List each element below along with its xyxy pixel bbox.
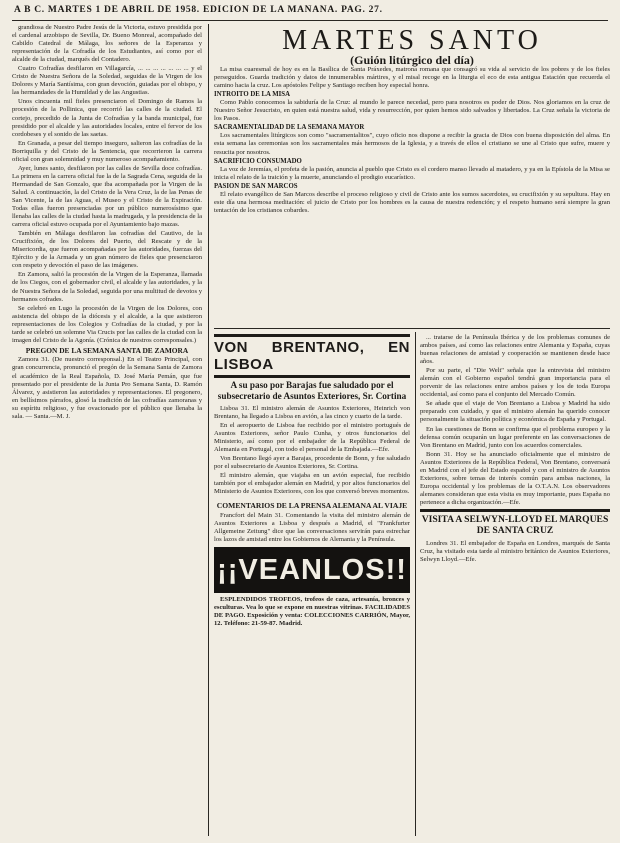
visit-top-bar: [420, 509, 610, 512]
press-commentary-body: [214, 512, 410, 544]
right-column: [420, 334, 610, 836]
column-divider-left: [208, 24, 209, 836]
left-paragraph: Unos cincuenta mil fieles presenciaron el Domingo de Ramos la procesión de la Pollinica, que recorrió las calles de la ciudad. El cortejo, precedido de la Junta de Cofradías y la banda municipal, fue presidido por el alcalde y las autoridades locales, entre el fervor de los cordobeses y el sonido de las saetas.: [12, 98, 202, 138]
ad-banner: ¡¡VEANLOS!!: [214, 547, 410, 593]
von-brentano-column: [214, 332, 410, 836]
header-rule: [12, 20, 608, 21]
liturgy-section-text: El relato evangélico de San Marcos describe el proceso religioso y civil de Cristo ante los sumos sacerdotes, su crucifixión y su sepultura. Hay en este día una hermosa meditación: el juicio de Cristo por los hombres es la causa de nuestra redención; y el respeto humano será siempre la gran tentación de los cristianos cobardes.: [214, 190, 610, 214]
von-brentano-paragraph: Von Brentano llegó ayer a Barajas, procedente de Bonn, y fue saludado por el subsecretario de Asuntos Exteriores, Sr. Cortina.: [214, 455, 410, 471]
left-column: [12, 24, 202, 836]
right-paragraph: Por su parte, el "Die Welt" señala que la entrevista del ministro alemán con el Gobierno español tendrá gran importancia para el porvenir de las relaciones entre ambos países y los de toda Europa occidental, así como para el conjunto del Mercado Común.: [420, 367, 610, 399]
left-intro: [12, 24, 202, 164]
von-brentano-mid-bar: [214, 375, 410, 378]
left-paragraph: Cuatro Cofradías desfilaron en Villagarcía, ... ... ... ... ... ... ... y el Cristo de Nuestra Señora de la Soledad, seguidas de la Virgen de los Dolores y María Santísima, con gran devoción, guiadas por el obispo, y las hermandades de la Humildad y de las Angustias.: [12, 65, 202, 97]
von-brentano-paragraph: En el aeropuerto de Lisboa fue recibido por el ministro portugués de Asuntos Exteriores, señor Paulo Cunha, y otros funcionarios del Ministerio, así como por el embajador de la República Federal de Alemania en Portugal, con todo el personal de la Embajada.—Efe.: [214, 422, 410, 454]
right-paragraph: ... tratarse de la Península Ibérica y de los problemas comunes de ambos países, así como las relaciones entre Alemania y España, cuyas buenas relaciones de amistad y cooperación se mantienen desde hace años.: [420, 334, 610, 366]
von-brentano-top-bar: [214, 334, 410, 337]
martes-santo-title: MARTES SANTO: [282, 26, 542, 56]
liturgy-section-text: Los sacramentales litúrgicos son como "sacramentalitos", cuyo oficio nos dispone a recibir la gracia de Dios con buena disposición del alma. En esta semana las ceremonias son los sacramentales más hermosos de la Iglesia, y a través de ellos el cristiano se une al Cristo que sufre, muere y resucita por nosotros.: [214, 132, 610, 156]
left-mid: [12, 165, 202, 345]
left-paragraph: Se celebró en Lugo la procesión de la Virgen de los Dolores, con asistencia del obispo de la diócesis y el alcalde, a la que asistieron representaciones de los Colegios y Cofradías de la ciudad, y por la tarde se celebró un solemne Via Crucis por las calles de la ciudad con la imagen del Cristo de la Agonía. (Crónica de nuestros corresponsales.): [12, 304, 202, 344]
liturgy-section-text: Como Pablo conocemos la sabiduría de la Cruz: al mundo le parece necedad, pero para nosotros es poder de Dios. Nos gloriamos en la cruz de Nuestro Señor Jesucristo, en quien está nuestra salud, vida y resurrección, por quien hemos sido salvados y libertados. La Cruz señala la victoria de los Pasos.: [214, 99, 610, 123]
martes-santo-intro: La misa cuaresmal de hoy es en la Basílica de Santa Práxedes, matrona romana que consagró su vida al servicio de los pobres y de los fieles perseguidos. Guarda tradición y datos de innumerables mártires, y el misal recoge en la liturgia el eco de esta antigua Estación que recuerda el camino hacia la cruz. Los apóstoles Felipe y Santiago reciben hoy especial honra.: [214, 66, 610, 90]
von-brentano-paragraph: El ministro alemán, que viajaba en un avión especial, fue recibido también por el embajador alemán en Madrid, y por altos funcionarios del Ministerio de Asuntos Exteriores, con los que conversó breves momentos.: [214, 472, 410, 496]
column-divider-right: [415, 332, 416, 836]
left-paragraph: En Zamora, salió la procesión de la Virgen de la Esperanza, llamada de los Ciegos, con el gobernador civil, el alcalde y las autoridades, y la de Nuestra Señora de la Soledad, seguida por una multitud de devotos y hermanos cofrades.: [12, 271, 202, 303]
von-brentano-subtitle: A su paso por Barajas fue saludado por el subsecretario de Asuntos Exteriores, Sr. Cortina: [217, 380, 407, 401]
page-header: A B C. MARTES 1 DE ABRIL DE 1958. EDICION DE LA MAÑANA. PAG. 27.: [14, 5, 383, 15]
pregon-heading: PREGON DE LA SEMANA SANTA DE ZAMORA: [25, 345, 189, 355]
right-paragraph: En las cuestiones de Bonn se confirma que el problema europeo y la defensa común ocuparán un lugar preferente en las conversaciones de Von Brentano en Madrid, junto con los acuerdos comerciales.: [420, 425, 610, 449]
left-paragraph: Ayer, lunes santo, desfilaron por las calles de Sevilla doce cofradías. La primera en la carrera oficial fue la de la Sagrada Cena, seguida de la Hermandad de San Gonzalo, que iba acompañada por la Virgen de la Salud. A continuación, la del Cristo de la Vera Cruz, la de las Penas de San Vicente, la de las Aguas, el Museo y el Cristo de la Expiración. Todas ellas fueron presenciadas por un público numerosísimo que llenaba las calles de la ciudad hasta la madrugada, y la presidencia de la carrera oficial estuvo ocupada por el Ayuntamiento bajo mazas.: [12, 164, 202, 229]
liturgy-section-text: La voz de Jeremías, el profeta de la pasión, anuncia al pueblo que Cristo es el cordero manso llevado al matadero, y ya en la Epístola de la Misa se inicia el relato de la traición y la muerte, anunciando el prodigio eucarístico.: [214, 165, 610, 181]
ad-text: ESPLENDIDOS TROFEOS, trofeos de caza, artesanía, bronces y esculturas. Vea lo que se expone en nuestras vitrinas. FACILIDADES DE PAGO. Exposición y venta: COLECCIONES CARRIÓN, Mayor, 12. Teléfono: 21-59-87. Madrid.: [214, 595, 410, 627]
liturgy-section-heading: SACRAMENTALIDAD DE LA SEMANA MAYOR: [214, 124, 365, 132]
pregon-body: [12, 356, 202, 420]
right-paragraph: Bonn 31. Hoy se ha anunciado oficialmente que el ministro de Asuntos Exteriores de la República Federal, Von Brentano, conversará en Madrid con el jefe del Estado español y con el ministro de Asuntos Exteriores, sobre temas de interés común para ambas naciones, la Europa occidental y los problemas de la O.T.A.N. Los observadores alemanes consideran que esta visita es muy importante, pues España no pertenece a dicha organización.—Efe.: [420, 450, 610, 506]
commentary-paragraph: Francfort del Main 31. Comentando la visita del ministro alemán de Asuntos Exteriores a Lisboa y después a Madrid, el "Frankfurter Allgemeine Zeitung" dice que las conversaciones servirán para estrechar los lazos de amistad entre los Gobiernos de Alemania y la Península.: [214, 511, 410, 543]
von-brentano-paragraph: Lisboa 31. El ministro alemán de Asuntos Exteriores, Heinrich von Brentano, ha llegado a Lisboa en avión, a las cinco y cuarto de la tarde.: [214, 405, 410, 421]
martes-santo-subtitle: (Guión litúrgico del día): [350, 53, 474, 67]
liturgy-section-heading: SACRIFICIO CONSUMADO: [214, 157, 302, 165]
von-brentano-body: [214, 405, 410, 497]
left-paragraph: También en Málaga desfilaron las cofradías del Cautivo, de la Crucifixión, de los Dolores del Puerto, del Rescate y de la Misericordia, que fueron acompañadas por las autoridades, fuerzas del Ejército y de la Armada y un gran número de fieles que presenciaron con respeto y devoción el paso de las imágenes.: [12, 230, 202, 270]
selwyn-lloyd-visit-text: Londres 31. El embajador de España en Londres, marqués de Santa Cruz, ha visitado esta tarde al ministro británico de Asuntos Exteriores, Selwyn Lloyd.—Efe.: [420, 539, 610, 564]
right-column-body: [420, 334, 610, 507]
liturgy-section-heading: INTROITO DE LA MISA: [214, 91, 290, 99]
martes-santo-sections: [214, 91, 610, 215]
pregon-paragraph: Zamora 31. (De nuestro corresponsal.) En el Teatro Principal, con gran concurrencia, pronunció el pregón de la Semana Santa de Zamora el académico de la Real Española, D. José María Pemán, que fue presentado por el presidente de la Junta Pro Semana Santa, D. Ramón Álvarez, y asistieron las autoridades y representaciones. El pregonero, en bellísimos párrafos, glosó la tradición de las cofradías zamoranas y su espíritu religioso, y fue ovacionado por el público que llenaba la sala. — Santa.—M. J.: [12, 356, 202, 420]
von-brentano-title: VON BRENTANO, EN LISBOA: [214, 339, 410, 373]
press-commentary-heading: COMENTARIOS DE LA PRENSA ALEMANA AL VIAJE: [216, 500, 408, 510]
liturgy-section-heading: PASION DE SAN MARCOS: [214, 182, 298, 190]
left-paragraph: grandiosa de Nuestro Padre Jesús de la Victoria, estuvo presidida por el cardenal arzobispo de Sevilla, Dr. Bueno Monreal, acompañado del Cabildo Catedral de Málaga, los señores de la Esperanza y representación de la Cofradía de los Estudiantes, así como por el alcalde de la ciudad, marqués del Contadero.: [12, 24, 202, 64]
martes-santo-article: [214, 26, 610, 324]
selwyn-lloyd-visit-heading: VISITA A SELWYN-LLOYD EL MARQUES DE SANTA CRUZ: [421, 513, 609, 537]
right-paragraph: Se añade que el viaje de Von Brentano a Lisboa y Madrid ha sido preparado con cuidado, y que el ministro alemán ha querido conocer personalmente la situación política y económica de España y Portugal.: [420, 400, 610, 424]
martes-santo-bottom-rule: [214, 328, 610, 329]
left-paragraph: En Granada, a pesar del tiempo inseguro, salieron las cofradías de la Borriquilla y del Cristo de la Sentencia, que recorrieron la carrera oficial con gran solemnidad y muy numeroso acompañamiento.: [12, 139, 202, 163]
